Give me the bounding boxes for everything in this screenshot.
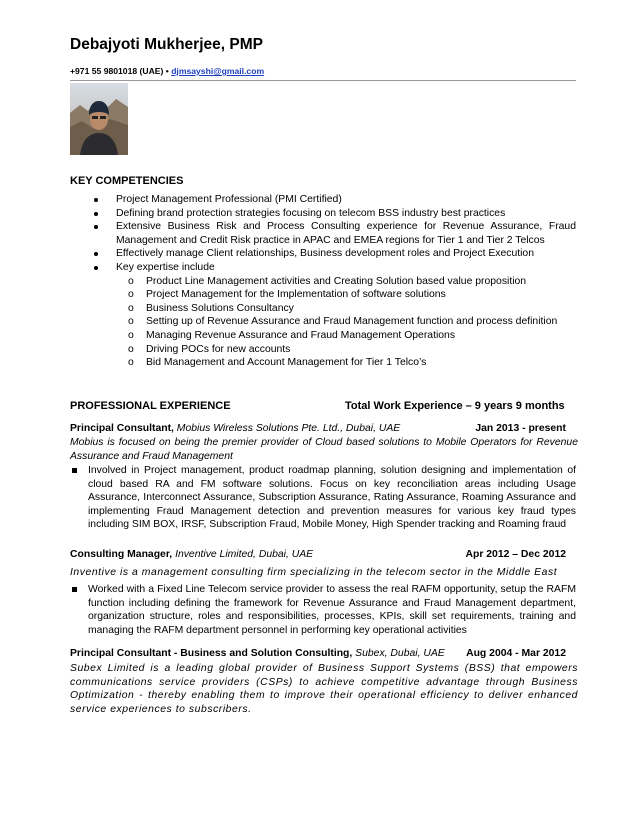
square-bullet-icon — [72, 468, 77, 473]
circle-bullet-icon: o — [128, 357, 134, 369]
job-dates: Aug 2004 - Mar 2012 — [466, 648, 566, 659]
job-company-description: Inventive is a management consulting firm specializing in the telecom sector in the Middle East — [70, 567, 558, 578]
job-bullets — [70, 583, 576, 637]
job-title: Principal Consultant - Business and Solution Consulting, — [70, 648, 353, 659]
job-title: Principal Consultant, — [70, 423, 174, 434]
bullet-icon — [94, 212, 98, 216]
job-company: Subex, Dubai, UAE — [352, 648, 445, 659]
list-item: Project Management Professional (PMI Certified) — [70, 193, 576, 207]
bullet-icon — [94, 252, 98, 256]
circle-bullet-icon: o — [128, 275, 134, 287]
list-item: o Product Line Management activities and Creating Solution based value proposition — [128, 275, 527, 287]
job-dates: Apr 2012 – Dec 2012 — [465, 549, 566, 560]
job-header — [70, 548, 576, 562]
contact-line — [70, 65, 264, 79]
list-item: o Project Management for the Implementation of software solutions — [128, 289, 446, 301]
circle-bullet-icon: o — [128, 343, 134, 355]
bullet-icon — [94, 198, 98, 202]
list-item: Key expertise include o Product Line Management activities and Creating Solution based value proposition o Project Management for the Implementation of software solutions o Business Solutions Consultancy o Setting up of Revenue Assurance and Fraud Management function and process definition o Managing Revenue Assurance and Fraud Management Operations o Driving POCs for new accounts o Bid Management and Account Management for Tier 1 Telco’s — [70, 261, 576, 370]
job-title: Consulting Manager, — [70, 549, 173, 560]
list-item: o Bid Management and Account Management for Tier 1 Telco’s — [128, 357, 427, 369]
phone-number: +971 55 9801018 (UAE) • — [70, 66, 172, 76]
list-item: Defining brand protection strategies focusing on telecom BSS industry best practices — [70, 207, 576, 221]
expertise-sublist — [116, 275, 576, 370]
list-item: Extensive Business Risk and Process Consulting experience for Revenue Assurance, Fraud Management and Credit Risk practice in APAC and EMEA regions for Tier 1 and Tier 2 Telcos — [70, 220, 576, 247]
circle-bullet-icon: o — [128, 329, 134, 341]
total-experience: Total Work Experience – 9 years 9 months — [345, 400, 565, 412]
job-company-description: Subex Limited is a leading global provider of Business Support Systems (BSS) that empowers communications service providers (CSPs) to achieve competitive advantage through Business Optimization - thereby enabling them to improve their operational efficiency to deliver enhanced service experiences to subscribers. — [70, 663, 578, 715]
job-company: Mobius Wireless Solutions Pte. Ltd., Dubai, UAE — [173, 423, 401, 434]
profile-photo — [70, 83, 128, 155]
job-header — [70, 647, 576, 661]
circle-bullet-icon: o — [128, 316, 134, 328]
competencies-heading: KEY COMPETENCIES — [70, 175, 184, 187]
bullet-icon — [94, 266, 98, 270]
header-divider — [70, 80, 576, 81]
list-item: Involved in Project management, product roadmap planning, solution designing and implementation of cloud based RA and FM software solutions. Focus on key reconciliation areas including Usage Assurance, Interconnect Assurance, Subscription Assurance, Rating Assurance, Roaming Assurance and implementing Fraud Management detection and prevention measures for various key fraud types including SIM BOX, IRSF, Subscription Fraud, Mobile Money, High Spender tracking and Roaming fraud — [70, 464, 576, 532]
job-company: Inventive Limited, Dubai, UAE — [172, 549, 314, 560]
list-item: Effectively manage Client relationships, Business development roles and Project Execution — [70, 247, 576, 261]
job-header — [70, 422, 576, 436]
circle-bullet-icon: o — [128, 289, 134, 301]
list-item: o Setting up of Revenue Assurance and Fraud Management function and process definition — [128, 316, 558, 328]
square-bullet-icon — [72, 587, 77, 592]
job-company-description: Mobius is focused on being the premier provider of Cloud based solutions to Mobile Operators for Revenue Assurance and Fraud Management — [70, 437, 578, 462]
email-link[interactable]: djmsayshi@gmail.com — [171, 66, 265, 76]
circle-bullet-icon: o — [128, 302, 134, 314]
list-item: Worked with a Fixed Line Telecom service provider to assess the real RAFM opportunity, setup the RAFM function including defining the framework for Revenue Assurance and Fraud Management department, organization structure, roles and responsibilities, processes, KPIs, skill set requirements, training and managing the RAFM department personnel in performing key operational activities — [70, 583, 576, 637]
job-bullets — [70, 464, 576, 532]
competencies-list — [70, 193, 576, 370]
bullet-icon — [94, 225, 98, 229]
profile-photo-image — [70, 83, 128, 155]
list-item: o Business Solutions Consultancy — [128, 302, 294, 314]
list-item: o Driving POCs for new accounts — [128, 343, 291, 355]
job-dates: Jan 2013 - present — [475, 423, 566, 434]
candidate-name: Debajyoti Mukherjee, PMP — [70, 36, 263, 53]
list-item: o Managing Revenue Assurance and Fraud Management Operations — [128, 329, 456, 341]
experience-heading: PROFESSIONAL EXPERIENCE — [70, 400, 231, 412]
